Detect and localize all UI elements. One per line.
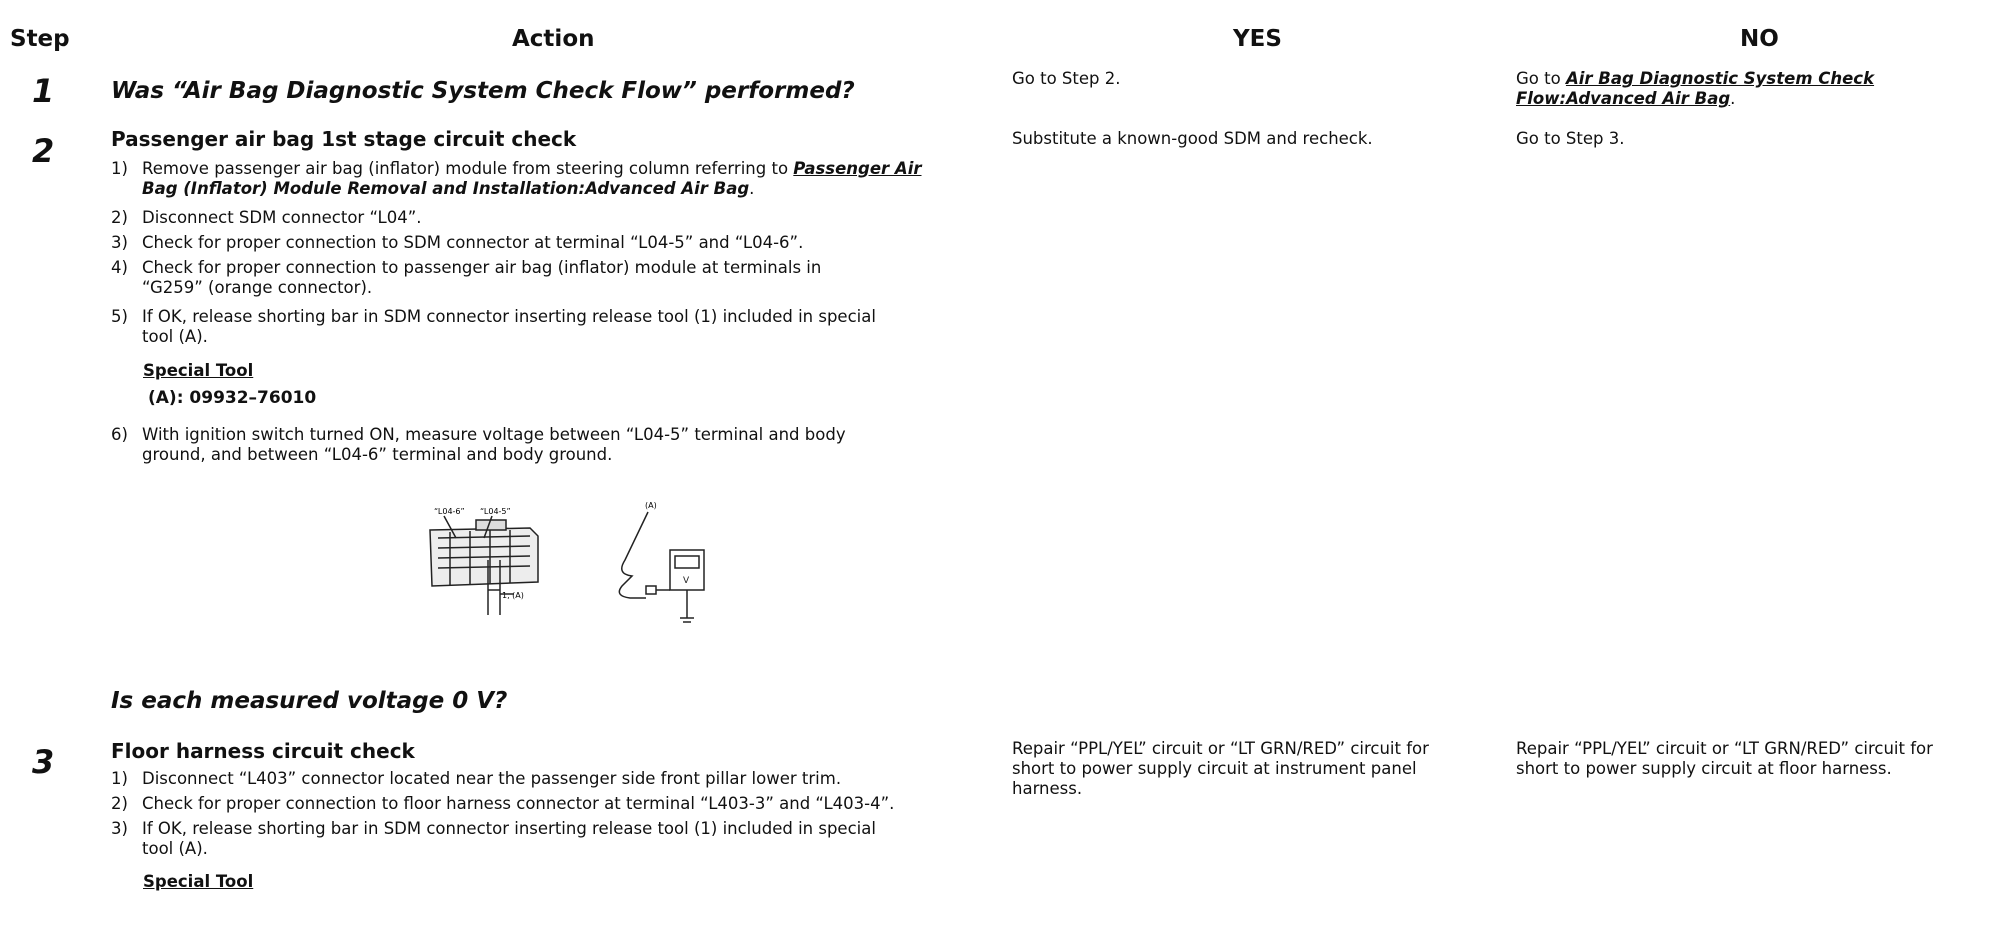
item-text: If OK, release shorting bar in SDM connector inserting release tool (1) included in special	[142, 819, 876, 838]
air-bag-check-flow-link[interactable]: Air Bag Diagnostic System Check	[1565, 69, 1875, 88]
item-number: 1)	[111, 159, 128, 178]
step2-title: Passenger air bag 1st stage circuit check	[111, 127, 577, 151]
step3-item-1	[111, 769, 1011, 789]
item-text: Remove passenger air bag (inflator) module from steering column referring to	[142, 159, 794, 178]
header-action: Action	[512, 26, 595, 52]
label-l04-6: “L04-6”	[434, 507, 465, 516]
step2-no: Go to Step 3.	[1516, 129, 1625, 148]
step2-item-6	[111, 425, 1011, 465]
item-number: 5)	[111, 307, 128, 326]
step3-no-line2: short to power supply circuit at floor harness.	[1516, 759, 1892, 778]
step3-item-2	[111, 794, 1011, 814]
step2-question: Is each measured voltage 0 V?	[111, 688, 508, 714]
item-text: If OK, release shorting bar in SDM connector inserting release tool (1) included in special	[142, 307, 876, 326]
special-tool-label: Special Tool	[143, 872, 254, 891]
item-number: 2)	[111, 794, 128, 813]
header-yes: YES	[1233, 26, 1282, 52]
item-text-line2: ground, and between “L04-6” terminal and body ground.	[142, 445, 613, 464]
step1-no-prefix: Go to	[1516, 69, 1566, 88]
step2-item-4	[111, 258, 1011, 298]
step2-item-5	[111, 307, 1011, 347]
step-number-3: 3	[32, 743, 55, 781]
label-1-a: 1, (A)	[502, 591, 524, 600]
connector-icon	[430, 516, 538, 615]
sdm-connector-voltage-diagram	[420, 490, 710, 630]
item-number: 1)	[111, 769, 128, 788]
step2-item-2	[111, 208, 1011, 228]
header-no: NO	[1740, 26, 1779, 52]
item-text: Check for proper connection to passenger air bag (inflator) module at terminals in	[142, 258, 822, 277]
step3-yes	[1012, 739, 1429, 799]
header-step: Step	[10, 26, 70, 52]
step3-yes-line3: harness.	[1012, 779, 1083, 798]
item-text: Check for proper connection to floor harness connector at terminal “L403-3” and “L403-4”.	[142, 794, 895, 813]
label-l04-5: “L04-5”	[480, 507, 511, 516]
passenger-air-bag-link-line2[interactable]: Bag (Inflator) Module Removal and Installation:Advanced Air Bag	[142, 179, 750, 198]
item-text: Disconnect SDM connector “L04”.	[142, 208, 422, 227]
step3-yes-line2: short to power supply circuit at instrument panel	[1012, 759, 1417, 778]
item-text-line2: tool (A).	[142, 327, 208, 346]
step1-yes: Go to Step 2.	[1012, 69, 1121, 88]
item-text-line2: “G259” (orange connector).	[142, 278, 373, 297]
item-number: 3)	[111, 819, 128, 838]
item-text: Disconnect “L403” connector located near the passenger side front pillar lower trim.	[142, 769, 842, 788]
item-text-line2: tool (A).	[142, 839, 208, 858]
special-tool-value: (A): 09932–76010	[148, 388, 317, 408]
step-number-1: 1	[32, 72, 55, 110]
special-tool-label: Special Tool	[143, 361, 254, 380]
step2-item-1	[111, 159, 1011, 199]
item-tail: .	[749, 179, 755, 198]
item-number: 6)	[111, 425, 128, 444]
item-text: Check for proper connection to SDM connector at terminal “L04-5” and “L04-6”.	[142, 233, 804, 252]
step3-no	[1516, 739, 1933, 779]
step-number-2: 2	[32, 132, 55, 170]
item-number: 2)	[111, 208, 128, 227]
step3-no-line1: Repair “PPL/YEL” circuit or “LT GRN/RED” circuit for	[1516, 739, 1933, 758]
air-bag-check-flow-link-line2[interactable]: Flow:Advanced Air Bag	[1516, 89, 1731, 108]
meter-v-label: V	[683, 576, 690, 586]
item-number: 3)	[111, 233, 128, 252]
step1-no	[1516, 69, 1916, 109]
label-a-top: (A)	[645, 501, 657, 510]
step1-question: Was “Air Bag Diagnostic System Check Flow” performed?	[111, 78, 855, 104]
voltmeter-icon	[619, 512, 704, 622]
step1-no-suffix: .	[1730, 89, 1736, 108]
item-number: 4)	[111, 258, 128, 277]
step2-item-3	[111, 233, 1011, 253]
step3-title: Floor harness circuit check	[111, 739, 415, 763]
passenger-air-bag-link[interactable]: Passenger Air	[793, 159, 922, 178]
step3-yes-line1: Repair “PPL/YEL” circuit or “LT GRN/RED” circuit for	[1012, 739, 1429, 758]
step3-item-3	[111, 819, 1011, 859]
item-text: With ignition switch turned ON, measure voltage between “L04-5” terminal and body	[142, 425, 846, 444]
step2-yes: Substitute a known-good SDM and recheck.	[1012, 129, 1373, 148]
